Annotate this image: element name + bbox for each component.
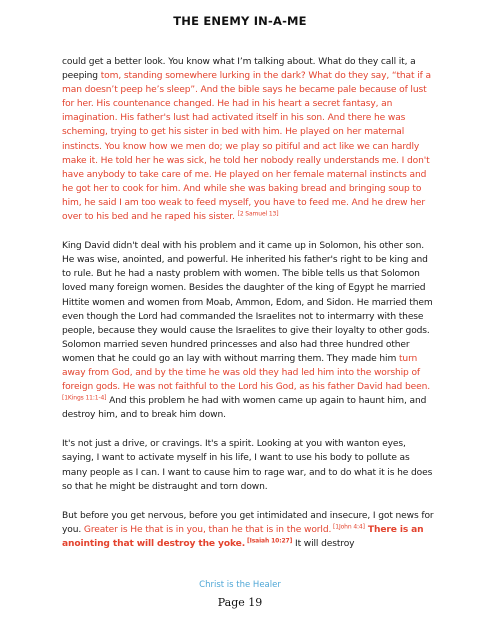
paragraph-1-text-a: could get a better look. You know what I’m talking about. What do they call it, a peeping (62, 57, 416, 82)
paragraph-2-text-b: And this problem he had with women came up again to haunt him, and destroy him, and to break him down. (62, 396, 427, 421)
scripture-ref-isaiah-10: [Isaiah 10:27] (245, 537, 293, 545)
paragraph-4-text-b: It will destroy (292, 538, 355, 549)
page-body (62, 55, 436, 566)
scripture-ref-1kings-11: [1Kings 11:1-4] (62, 394, 107, 402)
paragraph-2-highlight: turn away from God, and by the time he was old they had led him into the worship of foreign gods. He was not faithful to the Lord his God, as his father David had been. (62, 353, 430, 393)
paragraph-3-text: It's not just a drive, or cravings. It's a spirit. Looking at you with wanton eyes, saying, I want to activate myself in his life, I want to use his body to pollute as many people as I can. I want to cause him to rage war, and to do what it is he does so that he might be distraught and torn down. (62, 439, 433, 492)
scripture-ref-2-samuel-13: [2 Samuel 13] (237, 210, 279, 218)
paragraph-2 (62, 239, 436, 422)
paragraph-4-anointing-statement: There is an anointing that will destroy the yoke. (62, 524, 424, 549)
paragraph-4 (62, 509, 436, 551)
paragraph-4-text-a: But before you get nervous, before you get intimidated and insecure, I got news for you. (62, 510, 434, 535)
paragraph-2-text-a: King David didn't deal with his problem and it came up in Solomon, his other son. He was wise, anointed, and powerful. He inherited his father's right to be king and to rule. But he had a nasty problem with women. The bible tells us that Solomon loved many foreign women. Besides the daughter of the king of Egypt he married Hittite women and women from Moab, Ammon, Edom, and Sidon. He married them even though the Lord had commanded the Israelites not to intermarry with these people, because they would cause the Israelites to give their loyalty to other gods. Solomon married seven hundred princesses and also had three hundred other women that he could go an lay with without marring them. They made him (62, 241, 433, 364)
paragraph-3 (62, 437, 436, 493)
paragraph-1 (62, 55, 436, 224)
page-header-title: THE ENEMY IN-A-ME (173, 14, 307, 28)
paragraph-1-highlight: tom, standing somewhere lurking in the dark? What do they say, “that if a man doesn’t peep he’s sleep”. And the bible says he became pale because of lust for her. His countenance changed. He had in his heart a secret fantasy, an imagination. His father's lust had activated itself in his son. And there he was scheming, trying to get his sister in bed with him. He played on her maternal instincts. You know how we men do; we play so pitiful and act like we can hardly make it. He told her he was sick, he told her nobody really understands me. I don't have anybody to take care of me. He played on her female maternal instincts and he got her to cook for him. And while she was baking bread and bringing soup to him, he said I am too weak to feed myself, you have to feed me. And he drew her over to his bed and he raped his sister. (62, 71, 431, 223)
page-number: Page 19 (217, 596, 263, 609)
scripture-ref-1john-4: [1John 4:4] (331, 523, 365, 531)
paragraph-4-highlight-1john: Greater is He that is in you, than he that is in the world. (83, 524, 332, 535)
footer-caption: Christ is the Healer (199, 580, 281, 590)
